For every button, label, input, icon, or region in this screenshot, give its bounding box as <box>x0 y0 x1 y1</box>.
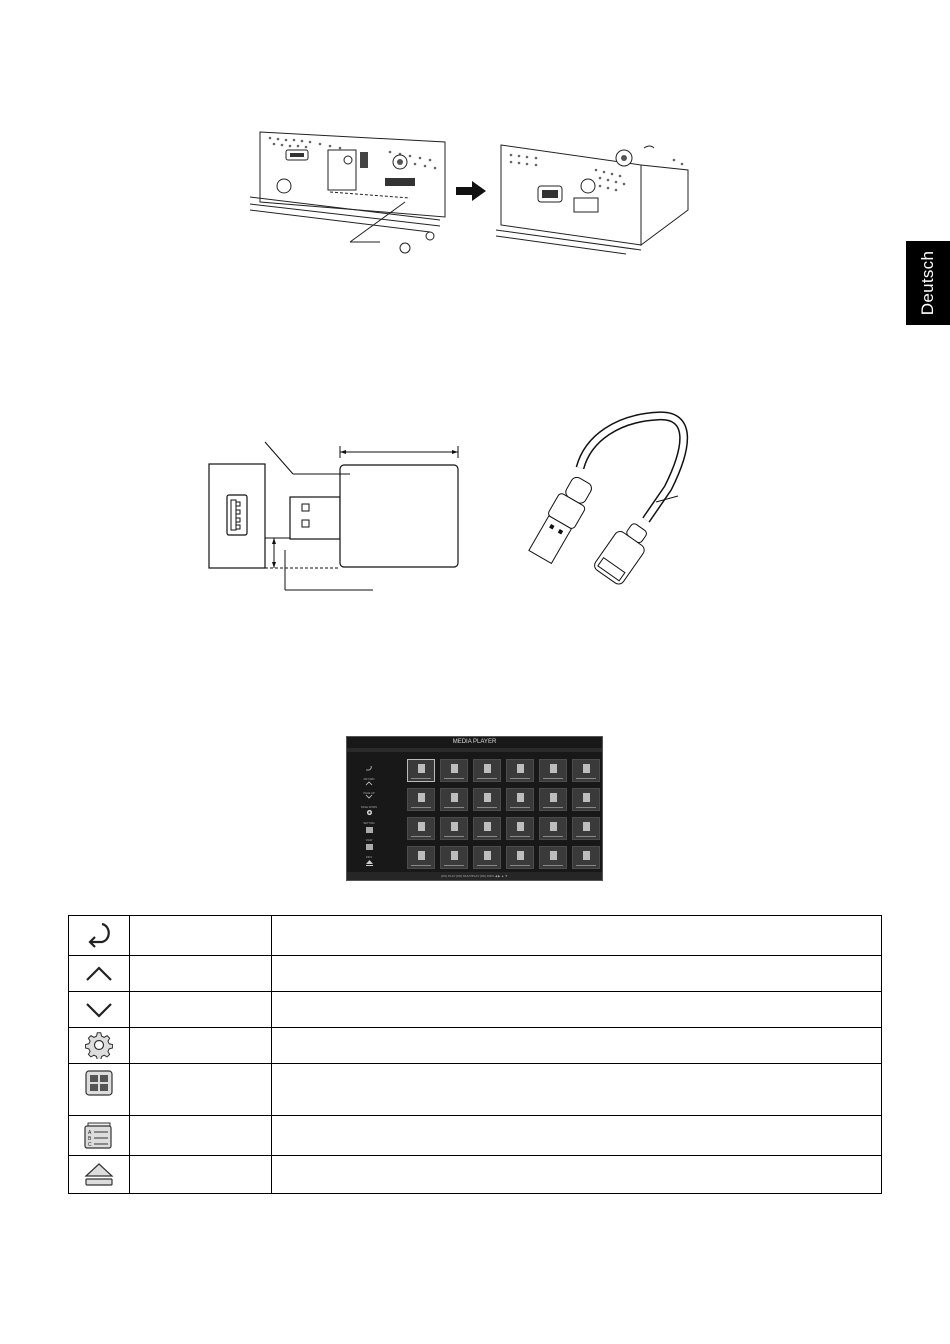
file-thumbnail[interactable] <box>473 846 501 869</box>
table-row <box>69 916 882 956</box>
right-arrow-icon <box>456 181 486 201</box>
media-player-status-bar: [OK] PLAY [OK] MULTIPLAY [OK] INFO ◀ ▶ ▲ ▼ <box>347 872 602 880</box>
media-player-path-bar <box>347 748 602 752</box>
file-thumbnail[interactable] <box>440 817 468 840</box>
file-thumbnail[interactable] <box>539 846 567 869</box>
list-view-icon <box>82 1120 116 1150</box>
file-thumbnail[interactable] <box>407 759 435 782</box>
svg-text:A: A <box>88 1129 92 1136</box>
file-thumbnail[interactable] <box>506 817 534 840</box>
table-cell-name <box>130 1064 272 1116</box>
table-cell-description <box>272 992 882 1028</box>
table-cell-description <box>272 916 882 956</box>
chevron-up-icon <box>82 959 116 989</box>
table-cell-description <box>272 1116 882 1156</box>
media-player-title: MEDIA PLAYER <box>452 739 497 745</box>
file-thumbnail[interactable] <box>539 817 567 840</box>
file-thumbnail[interactable] <box>407 846 435 869</box>
table-cell-description <box>272 1156 882 1194</box>
table-cell-name <box>130 916 272 956</box>
file-thumbnail[interactable] <box>473 817 501 840</box>
file-thumbnail[interactable] <box>506 788 534 811</box>
eject-icon <box>366 860 373 866</box>
file-thumbnail[interactable] <box>407 817 435 840</box>
file-thumbnail[interactable] <box>572 846 600 869</box>
table-row <box>69 992 882 1028</box>
file-thumbnail[interactable] <box>473 759 501 782</box>
thumbnail-view-icon <box>82 1068 116 1098</box>
svg-text:B: B <box>88 1135 92 1142</box>
gear-icon <box>82 1030 116 1060</box>
thumbnail-view-icon <box>366 827 373 833</box>
file-thumbnail-grid <box>405 759 599 871</box>
table-cell-name <box>130 1156 272 1194</box>
table-cell-name <box>130 992 272 1028</box>
side-return-label: RETURN <box>363 778 375 781</box>
language-tab <box>906 241 950 325</box>
return-icon <box>365 765 373 772</box>
file-thumbnail[interactable] <box>572 759 600 782</box>
side-page-down-label: PAGE DOWN <box>361 806 377 809</box>
chevron-down-icon <box>365 794 373 800</box>
chevron-up-icon <box>365 780 373 786</box>
gear-icon <box>366 809 373 816</box>
side-page-up-label: PAGE UP <box>363 792 375 795</box>
file-thumbnail[interactable] <box>473 788 501 811</box>
list-view-icon <box>366 844 373 850</box>
file-thumbnail[interactable] <box>539 759 567 782</box>
file-thumbnail[interactable] <box>440 788 468 811</box>
side-info-label: INFO <box>365 856 373 859</box>
table-cell-description <box>272 1064 882 1116</box>
table-row <box>69 1156 882 1194</box>
table-row <box>69 1116 882 1156</box>
panel-illustration-after <box>496 130 691 255</box>
table-row <box>69 1064 882 1116</box>
file-thumbnail[interactable] <box>572 788 600 811</box>
file-thumbnail[interactable] <box>506 846 534 869</box>
chevron-down-icon <box>82 995 116 1025</box>
side-view-label: VIEW <box>365 839 373 842</box>
table-cell-description <box>272 1028 882 1064</box>
table-cell-name <box>130 1116 272 1156</box>
file-thumbnail[interactable] <box>572 817 600 840</box>
file-thumbnail[interactable] <box>539 788 567 811</box>
panel-illustration-before <box>250 122 448 250</box>
side-setting-label: SETTING <box>363 822 375 825</box>
table-row <box>69 956 882 992</box>
table-row <box>69 1028 882 1064</box>
usb-extension-cable-illustration <box>518 408 693 588</box>
menu-icon-table <box>68 915 882 1194</box>
eject-icon <box>82 1159 116 1189</box>
table-cell-name <box>130 1028 272 1064</box>
table-cell-name <box>130 956 272 992</box>
file-thumbnail[interactable] <box>407 788 435 811</box>
media-player-screen <box>346 736 603 881</box>
file-thumbnail[interactable] <box>506 759 534 782</box>
svg-text:C: C <box>88 1141 92 1148</box>
table-cell-description <box>272 956 882 992</box>
file-thumbnail[interactable] <box>440 759 468 782</box>
usb-dimension-diagram <box>205 440 470 595</box>
file-thumbnail[interactable] <box>440 846 468 869</box>
return-icon <box>82 920 116 950</box>
language-tab-label: Deutsch <box>918 250 937 316</box>
